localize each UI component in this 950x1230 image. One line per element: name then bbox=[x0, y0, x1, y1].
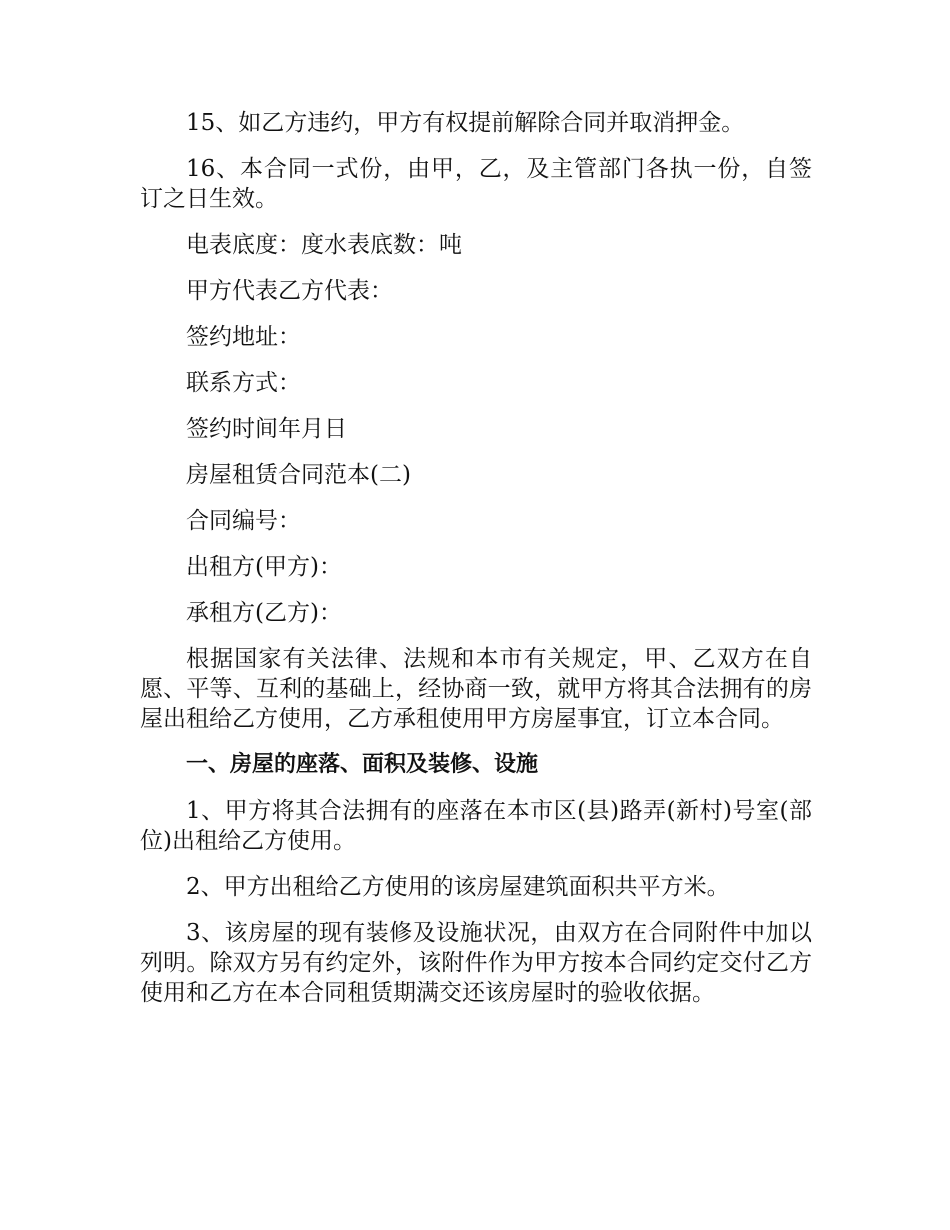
party-representatives: 甲方代表乙方代表： bbox=[186, 278, 393, 304]
clause-15: 15、如乙方违约，甲方有权提前解除合同并取消押金。 bbox=[186, 110, 745, 136]
meter-readings: 电表底度：度水表底数：吨 bbox=[186, 232, 462, 258]
preamble: 根据国家有关法律、法规和本市有关规定，甲、乙双方在自愿、平等、互利的基础上，经协商一致，就甲方将其合法拥有的房屋出租给乙方使用，乙方承租使用甲方房屋事宜，订立本合同。 bbox=[140, 646, 812, 732]
signing-date: 签约时间年月日 bbox=[186, 416, 347, 442]
section-1-clause-3: 3、该房屋的现有装修及设施状况，由双方在合同附件中加以列明。除双方另有约定外，该附件作为甲方按本合同约定交付乙方使用和乙方在本合同租赁期满交还该房屋时的验收依据。 bbox=[140, 920, 812, 1006]
document-body bbox=[140, 108, 812, 1024]
contact-info: 联系方式： bbox=[186, 370, 301, 396]
lessor-party: 出租方(甲方)： bbox=[186, 554, 342, 580]
contract-number: 合同编号： bbox=[186, 508, 301, 534]
section-1-clause-1: 1、甲方将其合法拥有的座落在本市区(县)路弄(新村)号室(部位)出租给乙方使用。 bbox=[140, 798, 812, 854]
section-heading-1: 一、房屋的座落、面积及装修、设施 bbox=[186, 752, 539, 777]
clause-16: 16、本合同一式份，由甲，乙，及主管部门各执一份，自签订之日生效。 bbox=[140, 156, 812, 212]
contract-template-title: 房屋租赁合同范本(二) bbox=[186, 462, 411, 488]
section-1-clause-2: 2、甲方出租给乙方使用的该房屋建筑面积共平方米。 bbox=[186, 874, 730, 900]
signing-address: 签约地址： bbox=[186, 324, 301, 350]
lessee-party: 承租方(乙方)： bbox=[186, 600, 342, 626]
